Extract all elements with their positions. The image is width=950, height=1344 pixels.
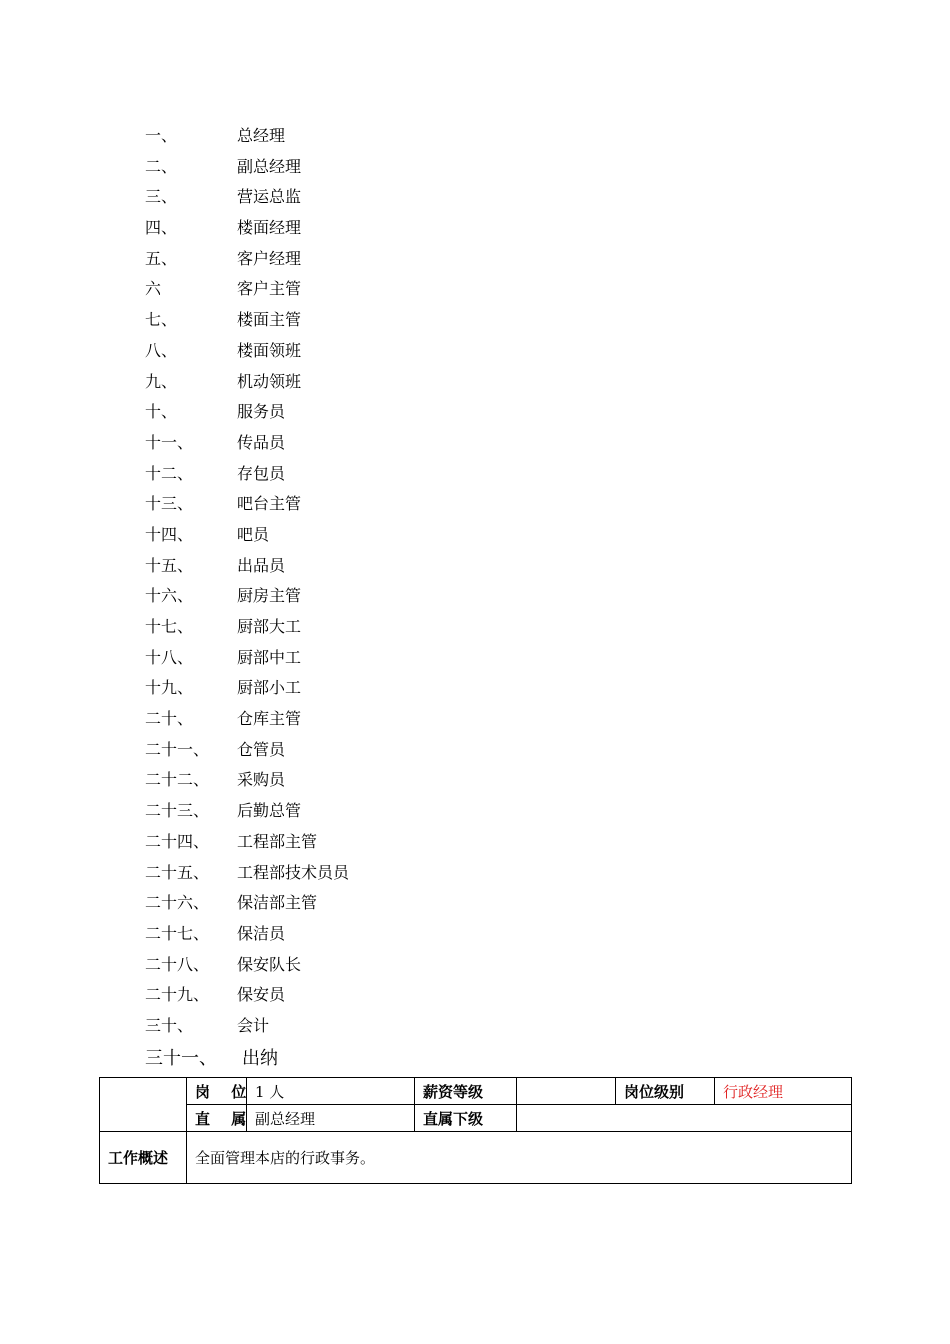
summary-label: 工作概述 [100,1132,187,1184]
list-item-title: 会计 [237,1015,270,1035]
list-item-number: 十二、 [145,463,194,483]
list-item [145,612,745,643]
list-item-number: 六 [145,279,162,299]
list-item-title: 厨部小工 [237,678,302,698]
list-item [145,673,745,704]
list-item-title: 后勤总管 [237,801,302,821]
post-value: 1 人 [247,1078,415,1105]
list-item-title: 保安员 [237,985,286,1005]
list-item-title: 副总经理 [237,156,302,176]
list-item-title: 营运总监 [237,187,302,207]
list-item-number: 四、 [145,218,178,238]
position-list [145,121,745,1076]
job-description-table [99,1077,852,1184]
list-item-title: 工程部技术员员 [237,862,350,882]
list-item-title: 工程部主管 [237,831,318,851]
list-item [145,459,745,490]
list-item-number: 二、 [145,156,178,176]
list-item [145,950,745,981]
list-item [145,980,745,1011]
list-item-title: 吧员 [237,524,270,544]
list-item-number: 二十五、 [145,862,210,882]
list-item-number: 二十四、 [145,831,210,851]
table-row [100,1078,852,1105]
list-item-title: 吧台主管 [237,494,302,514]
list-item-title: 服务员 [237,402,286,422]
list-item [145,765,745,796]
list-item-number: 二十二、 [145,770,210,790]
list-item-title: 厨部中工 [237,647,302,667]
summary-value: 全面管理本店的行政事务。 [187,1132,852,1184]
list-item-title: 仓库主管 [237,709,302,729]
list-item [145,367,745,398]
list-item-number: 十五、 [145,555,194,575]
list-item [145,305,745,336]
list-item [145,520,745,551]
list-item-title: 楼面主管 [237,310,302,330]
superior-label: 直 属 [187,1105,247,1132]
list-item [145,735,745,766]
list-item-number: 二十六、 [145,893,210,913]
list-item-number: 七、 [145,310,178,330]
list-item-title: 楼面领班 [237,340,302,360]
list-item-title: 总经理 [237,126,286,145]
superior-value: 副总经理 [247,1105,415,1132]
list-item [145,581,745,612]
list-item-number: 二十七、 [145,923,210,943]
list-item [145,274,745,305]
list-item-number: 一、 [145,126,178,145]
list-item [145,919,745,950]
list-item [145,704,745,735]
list-item-number: 三十、 [145,1015,194,1035]
list-item [145,152,745,183]
list-item [145,888,745,919]
subordinate-value [517,1105,852,1132]
list-item [145,858,745,889]
list-item [145,489,745,520]
list-item [145,428,745,459]
list-item-title: 客户主管 [237,279,302,299]
list-item-title: 采购员 [237,770,286,790]
list-item-title: 厨部大工 [237,617,302,636]
list-item [145,551,745,582]
list-item-number: 二十、 [145,709,194,729]
salary-value [517,1078,616,1105]
list-item [145,1011,745,1042]
list-item-title: 存包员 [237,463,286,483]
list-item-number: 十一、 [145,432,194,452]
list-item-number: 九、 [145,371,178,391]
list-item-number: 五、 [145,248,178,268]
list-item-number: 二十八、 [145,954,210,974]
list-item [145,827,745,858]
list-item [145,121,745,152]
list-item-title: 楼面经理 [237,218,302,238]
list-item-number: 八、 [145,340,178,360]
list-item-title: 保洁部主管 [237,893,318,913]
list-item-number: 三、 [145,187,178,207]
list-item [145,796,745,827]
list-item-number: 三十一、 [145,1047,217,1069]
list-item-title: 保安队长 [237,954,302,974]
list-item-number: 十、 [145,402,178,422]
list-item [145,244,745,275]
list-item-number: 十四、 [145,524,194,544]
list-item [145,397,745,428]
level-label: 岗位级别 [616,1078,715,1105]
blank-cell [100,1078,187,1132]
level-value: 行政经理 [715,1078,852,1105]
list-item-title: 机动领班 [237,371,302,391]
table-row [100,1105,852,1132]
list-item [145,1042,745,1076]
list-item-title: 仓管员 [237,739,286,759]
list-item-number: 二十九、 [145,985,210,1005]
list-item-title: 传品员 [237,432,286,452]
list-item-number: 十七、 [145,617,194,636]
list-item-number: 二十一、 [145,739,210,759]
list-item-number: 十六、 [145,586,194,606]
list-item-number: 二十三、 [145,801,210,821]
list-item-title: 出纳 [242,1047,278,1069]
list-item [145,182,745,213]
list-item-number: 十三、 [145,494,194,514]
list-item [145,336,745,367]
table-row [100,1132,852,1184]
list-item-title: 保洁员 [237,923,286,943]
list-item-title: 厨房主管 [237,586,302,606]
post-label: 岗 位 [187,1078,247,1105]
list-item-number: 十八、 [145,647,194,667]
list-item [145,643,745,674]
list-item-title: 客户经理 [237,248,302,268]
list-item [145,213,745,244]
subordinate-label: 直属下级 [415,1105,517,1132]
list-item-title: 出品员 [237,555,286,575]
salary-label: 薪资等级 [415,1078,517,1105]
list-item-number: 十九、 [145,678,194,698]
